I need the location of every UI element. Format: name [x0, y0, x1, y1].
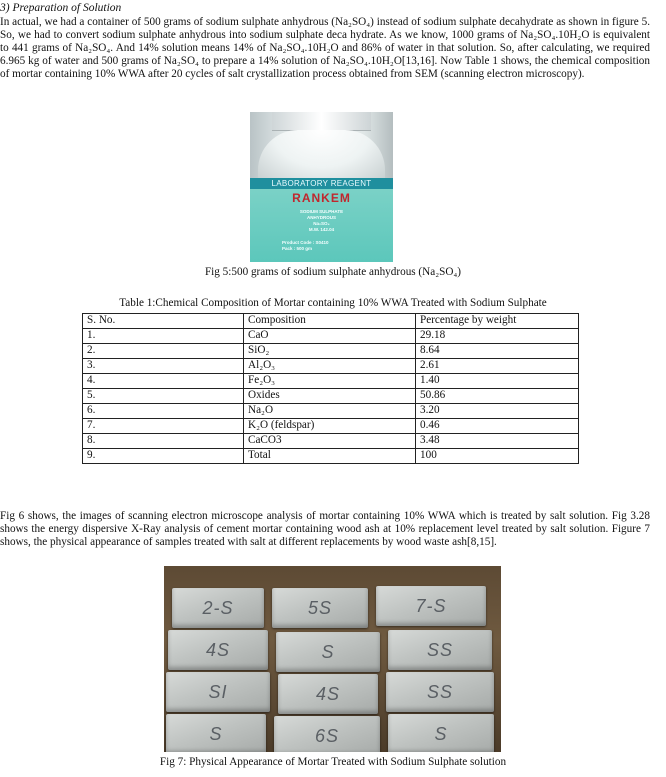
mortar-cube: 7-S [376, 586, 486, 626]
label-product-code: Product Code : S0410 [282, 240, 329, 245]
cell-sno: 7. [83, 419, 244, 434]
mortar-cube: 4S [278, 674, 378, 714]
table-row [83, 434, 579, 449]
cell-percentage: 100 [416, 449, 579, 464]
cell-composition: K₂O (feldspar) [244, 419, 416, 434]
cell-percentage: 3.20 [416, 404, 579, 419]
bottle-cap [272, 112, 371, 131]
header-percentage: Percentage by weight [416, 314, 579, 329]
cell-composition: Na₂O [244, 404, 416, 419]
mortar-cube: SI [166, 672, 270, 712]
cell-percentage: 50.86 [416, 389, 579, 404]
cell-sno: 1. [83, 329, 244, 344]
cell-sno: 4. [83, 374, 244, 389]
figure-7-photo [164, 566, 501, 752]
cell-sno: 5. [83, 389, 244, 404]
label-line: Na₂SO₄ [313, 221, 330, 226]
table-row [83, 389, 579, 404]
mortar-cube: 5S [272, 588, 368, 628]
cell-composition: Oxides [244, 389, 416, 404]
figure-7-caption: Fig 7: Physical Appearance of Mortar Treated with Sodium Sulphate solution [159, 756, 507, 768]
label-line: SODIUM SULPHATE [299, 209, 344, 214]
table-row [83, 449, 579, 464]
table-header-row [83, 314, 579, 329]
cell-composition: Al₂O₃ [244, 359, 416, 374]
mortar-cube: S [276, 632, 380, 672]
mortar-cube: S [388, 714, 494, 752]
table-row [83, 419, 579, 434]
mortar-cube: 2-S [172, 588, 264, 628]
table-row [83, 329, 579, 344]
cell-percentage: 2.61 [416, 359, 579, 374]
composition-table [82, 313, 579, 464]
cell-sno: 6. [83, 404, 244, 419]
section-heading: 3) Preparation of Solution [0, 2, 122, 14]
paragraph-2: Fig 6 shows, the images of scanning electron microscope analysis of mortar containing 10% WWA which is treated by salt solution. Fig 3.28 shows the energy dispersive X-Ray analysis of cement mortar containing wood ash at 10% replacement level treated by salt solution. Figure 7 shows, the physical appearance of samples treated with salt at different replacements by wood waste ash[8,15]. [0, 510, 650, 548]
cell-sno: 8. [83, 434, 244, 449]
cell-percentage: 29.18 [416, 329, 579, 344]
table-row [83, 359, 579, 374]
label-top-text: LABORATORY REAGENT [250, 178, 393, 189]
cell-percentage: 1.40 [416, 374, 579, 389]
mortar-cube: 4S [168, 630, 268, 670]
figure-5-photo [250, 112, 393, 262]
bottle-shoulder [258, 130, 385, 178]
paragraph-1: In actual, we had a container of 500 grams of sodium sulphate anhydrous (Na₂SO₄) instead of sodium sulphate decahydrate as shown in figure 5. So, we had to convert sodium sulphate anhydrous into sodium sulphate deca hydrate. As we know, 1000 grams of Na₂SO₄.10H₂O is equivalent to 441 grams of Na₂SO₄. And 14% solution means 14% of Na₂SO₄.10H₂O and 86% of water in that solution. So, after calculating, we required 6.965 kg of water and 500 grams of Na₂SO₄ to prepare a 14% solution of Na₂SO₄.10H₂O[13,16]. Now Table 1 shows, the chemical composition of mortar containing 10% WWA after 20 cycles of salt crystallization process obtained from SEM (scanning electron microscopy). [0, 16, 650, 80]
cell-sno: 9. [83, 449, 244, 464]
label-line: ANHYDROUS [306, 215, 336, 220]
cell-composition: CaCO3 [244, 434, 416, 449]
table-row [83, 374, 579, 389]
mortar-cube: 6S [274, 716, 380, 752]
cell-percentage: 3.48 [416, 434, 579, 449]
cell-sno: 3. [83, 359, 244, 374]
cell-composition: Fe₂O₃ [244, 374, 416, 389]
cell-percentage: 8.64 [416, 344, 579, 359]
mortar-cube: SS [386, 672, 494, 712]
table-row [83, 404, 579, 419]
header-composition: Composition [244, 314, 416, 329]
label-line: M.W. 142.04 [308, 227, 335, 232]
label-brand: RANKEM [292, 191, 351, 205]
figure-5-caption: Fig 5:500 grams of sodium sulphate anhydrous (Na₂SO₄) [204, 266, 462, 278]
cell-sno: 2. [83, 344, 244, 359]
mortar-cube: SS [388, 630, 492, 670]
cell-composition: CaO [244, 329, 416, 344]
table-1-caption: Table 1:Chemical Composition of Mortar containing 10% WWA Treated with Sodium Sulphate [119, 297, 547, 309]
cell-composition: Total [244, 449, 416, 464]
header-sno: S. No. [83, 314, 244, 329]
table-row [83, 344, 579, 359]
mortar-cube: S [166, 714, 266, 752]
cell-composition: SiO₂ [244, 344, 416, 359]
cell-percentage: 0.46 [416, 419, 579, 434]
label-pack: Pack : 500 gm [282, 246, 313, 251]
bottle-label [250, 178, 393, 262]
